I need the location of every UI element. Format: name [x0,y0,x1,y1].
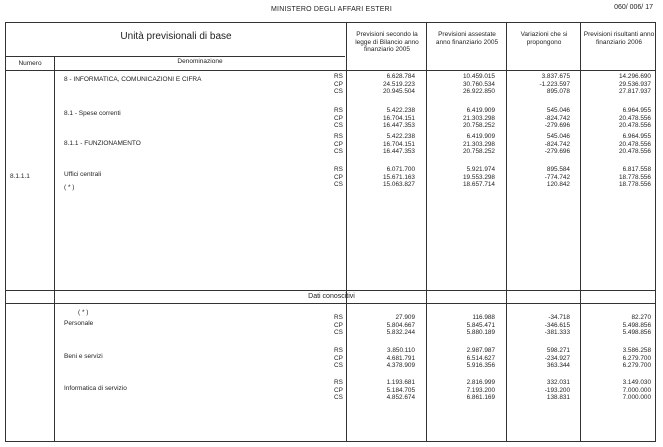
row-label: Uffici centrali [64,171,102,178]
row-values-c1: 5.422.238 16.704.151 16.447.353 [383,133,415,156]
row-values-c1: 6.071.700 15.671.163 15.063.827 [383,166,415,189]
col-heading-risultanti: Previsioni risultanti anno finanziario 2006 [583,31,655,46]
row-values-c2: 10.459.015 30.760.534 26.922.850 [463,73,495,96]
row-label: 8.1 - Spese correnti [64,110,121,117]
row-values-c2: 6.419.909 21.303.298 20.758.252 [463,133,495,156]
row-codes: RS CP CS [334,107,343,130]
col-divider-c3 [506,23,507,441]
row-values-c2: 5.921.974 19.553.298 18.657.714 [463,166,495,189]
row-codes: RS CP CS [334,166,343,189]
row-values-c3: 545.046 -824.742 -279.696 [544,107,570,130]
row-note: ( * ) [78,309,89,316]
row-values-c1: 1.193.681 5.184.705 4.852.674 [386,379,415,402]
row-label: Informatica di servizio [64,385,127,392]
page-reference: 060/ 006/ 17 [614,4,653,11]
row-label: Beni e servizi [64,353,103,360]
row-label: Personale [64,320,94,327]
row-values-c1: 27.909 5.804.667 5.832.244 [386,314,415,337]
row-values-c3: 332.031 -193.200 138.831 [544,379,570,402]
section-bottom-line [6,303,655,304]
row-values-c2: 116.988 5.845.471 5.880.189 [466,314,495,337]
col-divider-c1 [346,23,347,441]
section-top-line [6,290,655,291]
row-values-c1: 3.850.110 4.681.791 4.378.909 [386,347,415,370]
row-values-c4: 3.149.030 7.000.000 7.000.000 [622,379,651,402]
row-codes: RS CP CS [334,133,343,156]
row-values-c4: 6.964.955 20.478.556 20.478.556 [619,133,651,156]
col-divider-c4 [580,23,581,441]
row-values-c4: 6.964.955 20.478.556 20.478.556 [619,107,651,130]
row-values-c3: -34.718 -346.615 -381.333 [544,314,570,337]
row-values-c2: 2.987.987 6.514.627 5.916.356 [466,347,495,370]
row-codes: RS CP CS [334,379,343,402]
row-values-c2: 2.816.999 7.193.200 6.861.169 [466,379,495,402]
row-values-c3: 895.584 -774.742 120.842 [544,166,570,189]
col-heading-legge-bilancio: Previsioni secondo la legge di Bilancio anno finanziario 2005 [355,31,419,53]
row-values-c4: 6.817.558 18.778.556 18.778.556 [619,166,651,189]
row-values-c3: 3.837.675 -1.223.597 895.078 [539,73,570,96]
row-label: 8 - INFORMATICA, COMUNICAZIONI E CIFRA [64,76,202,83]
row-values-c1: 6.628.784 24.519.223 20.945.504 [383,73,415,96]
unit-heading: Unità previsionali di base [120,31,232,42]
denominazione-heading: Denominazione [177,58,223,65]
col-heading-assestate: Previsioni assestate anno finanziario 2005 [435,31,499,46]
numero-heading: Numero [18,60,42,67]
row-values-c4: 14.296.690 29.536.937 27.817.937 [619,73,651,96]
col-heading-variazioni: Variazioni che si propongono [520,31,568,46]
ministry-title: MINISTERO DEGLI AFFARI ESTERI [271,6,392,13]
row-values-c4: 82.270 5.498.856 5.498.856 [622,314,651,337]
header-bottom-line [6,70,655,71]
row-codes: RS CP CS [334,73,343,96]
row-values-c3: 598.271 -234.927 363.344 [544,347,570,370]
section-title: Dati conoscitivi [308,293,355,300]
row-number: 8.1.1.1 [10,173,30,180]
header-subline [6,56,345,57]
row-label: 8.1.1 - FUNZIONAMENTO [64,140,141,147]
row-values-c2: 6.419.909 21.303.298 20.758.252 [463,107,495,130]
row-note: ( * ) [64,184,75,191]
row-values-c3: 545.046 -824.742 -279.696 [544,133,570,156]
row-values-c4: 3.586.258 6.279.700 6.279.700 [622,347,651,370]
budget-table [5,22,656,442]
row-values-c1: 5.422.238 16.704.151 16.447.353 [383,107,415,130]
row-codes: RS CP CS [334,314,343,337]
col-divider-c2 [426,23,427,441]
row-codes: RS CP CS [334,347,343,370]
col-divider-numero [54,56,55,441]
